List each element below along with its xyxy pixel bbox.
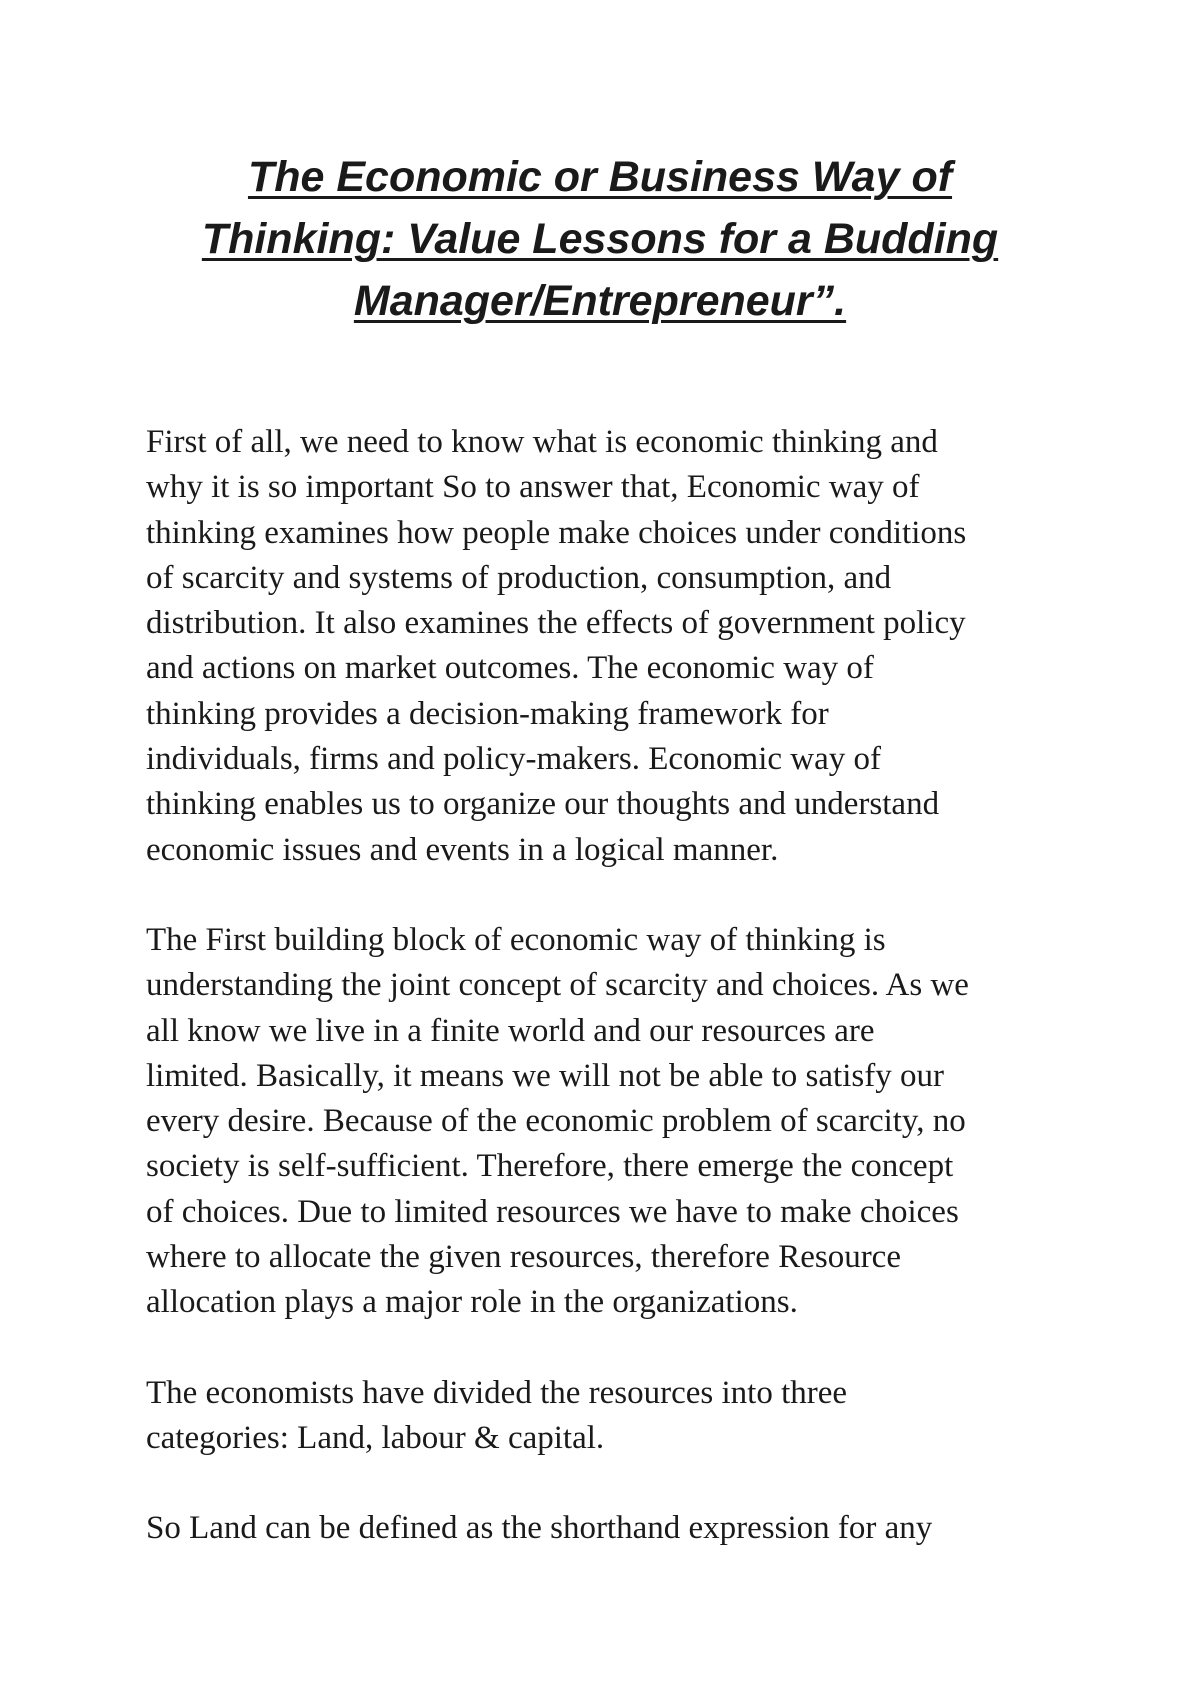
text-line: So Land can be defined as the shorthand expression for any	[146, 1510, 933, 1547]
text-line: why it is so important So to answer that, Economic way of	[146, 469, 920, 506]
text-line: thinking enables us to organize our thoughts and understand	[146, 786, 940, 823]
text-line: distribution. It also examines the effects of government policy	[146, 605, 966, 642]
text-line: The economists have divided the resources into three	[146, 1374, 848, 1411]
text-line: thinking examines how people make choices under conditions	[146, 514, 967, 551]
text-line: society is self-sufficient. Therefore, there emerge the concept	[146, 1148, 954, 1185]
text-line: allocation plays a major role in the organizations.	[146, 1284, 798, 1321]
paragraph-resource-categories	[146, 1371, 1086, 1462]
text-line: thinking provides a decision-making framework for	[146, 695, 829, 732]
text-line: all know we live in a finite world and our resources are	[146, 1012, 875, 1049]
title-line: Thinking: Value Lessons for a Budding	[201, 215, 999, 263]
text-line: every desire. Because of the economic problem of scarcity, no	[146, 1103, 966, 1140]
text-line: understanding the joint concept of scarcity and choices. As we	[146, 967, 969, 1004]
text-line: individuals, firms and policy-makers. Economic way of	[146, 741, 881, 778]
paragraph-land-definition	[146, 1506, 1086, 1551]
title-line: The Economic or Business Way of	[247, 153, 953, 201]
paragraph-economic-thinking	[146, 420, 1086, 873]
text-line: and actions on market outcomes. The economic way of	[146, 650, 874, 687]
document-title	[130, 146, 1070, 332]
title-line: Manager/Entrepreneur”.	[353, 277, 847, 325]
text-line: limited. Basically, it means we will not be able to satisfy our	[146, 1057, 944, 1094]
paragraph-scarcity-choices	[146, 918, 1086, 1326]
text-line: of scarcity and systems of production, consumption, and	[146, 559, 892, 596]
document-body	[146, 420, 1086, 1597]
text-line: of choices. Due to limited resources we have to make choices	[146, 1193, 959, 1230]
text-line: economic issues and events in a logical manner.	[146, 831, 779, 868]
text-line: The First building block of economic way of thinking is	[146, 921, 886, 958]
text-line: First of all, we need to know what is economic thinking and	[146, 424, 938, 460]
text-line: categories: Land, labour & capital.	[146, 1419, 605, 1456]
text-line: where to allocate the given resources, therefore Resource	[146, 1239, 901, 1276]
